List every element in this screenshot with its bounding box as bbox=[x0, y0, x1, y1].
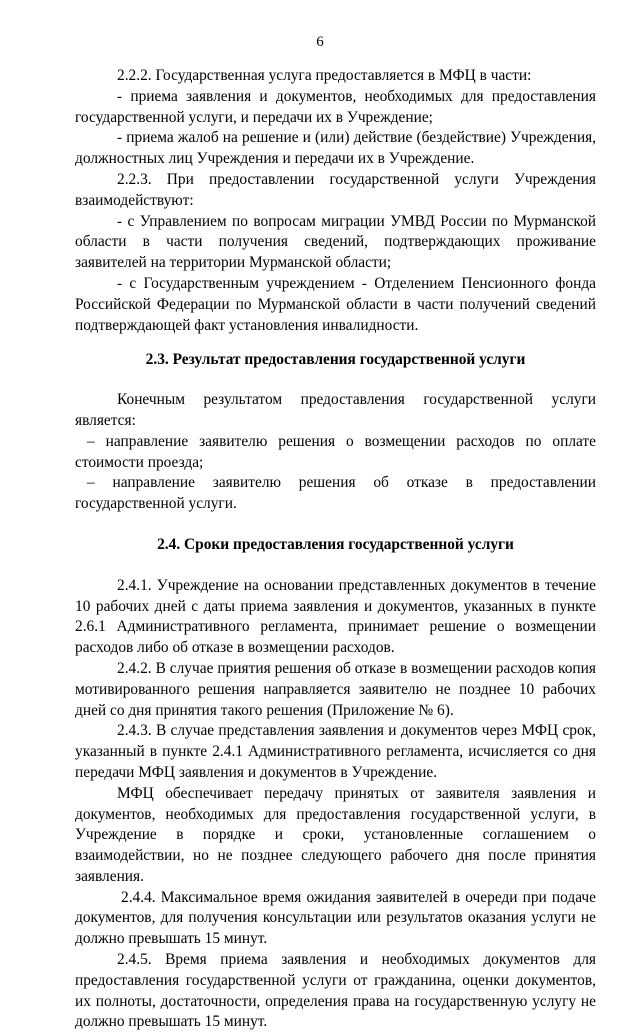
paragraph: 2.4.1. Учреждение на основании представленных документов в течение 10 рабочих дней с даты приема заявления и документов, указанных в пункте 2.6.1 Административного регламента, принимает решение о возмещении расходов либо об отказе в возмещении расходов. bbox=[75, 576, 596, 657]
paragraph: 2.4.4. Максимальное время ожидания заявителей в очереди при подаче документов, для получения консультации или результатов оказания услуги не должно превышать 15 минут. bbox=[75, 888, 596, 948]
paragraph: 2.4.5. Время приема заявления и необходимых документов для предоставления государственной услуги от гражданина, оценки документов, их полноты, достаточности, определения права на государственную услугу не должно превышать 15 минут. bbox=[75, 951, 596, 1031]
paragraph: - с Государственным учреждением - Отделением Пенсионного фонда Российской Федерации по Мурманской области в части получений сведений подтверждающей факт установления инвалидности. bbox=[75, 274, 596, 334]
paragraph: 2.4.2. В случае приятия решения об отказе в возмещении расходов копия мотивированного решения направляется заявителю не позднее 10 рабочих дней со дня принятия такого решения (Приложение № 6). bbox=[75, 659, 596, 719]
section-heading-2-4: 2.4. Сроки предоставления государственной услуги bbox=[157, 535, 514, 553]
section-heading-2-3: 2.3. Результат предоставления государственной услуги bbox=[145, 351, 526, 369]
paragraph: - приема заявления и документов, необходимых для предоставления государственной услуги, и передачи их в Учреждение; bbox=[75, 87, 596, 126]
page-body bbox=[75, 66, 596, 1033]
paragraph: 2.2.3. При предоставлении государственной услуги Учреждения взаимодействуют: bbox=[75, 170, 596, 209]
paragraph: Конечным результатом предоставления государственной услуги является: bbox=[75, 391, 596, 429]
list-item: – направление заявителю решения об отказе в предоставлении государственной услуги. bbox=[75, 474, 596, 513]
paragraph: - с Управлением по вопросам миграции УМВД России по Мурманской области в части получения сведений, подтверждающих проживание заявителей на территории Мурманской области; bbox=[75, 212, 596, 272]
page-number: 6 bbox=[316, 34, 324, 50]
paragraph: МФЦ обеспечивает передачу принятых от заявителя заявления и документов, необходимых для предоставления государственной услуги, в Учреждение в порядке и сроки, установленные соглашением о взаимодействии, но не позднее следующего рабочего дня после принятия заявления. bbox=[75, 784, 596, 885]
list-item: – направление заявителю решения о возмещении расходов по оплате стоимости проезда; bbox=[75, 432, 596, 471]
paragraph: - приема жалоб на решение и (или) действие (бездействие) Учреждения, должностных лиц Учреждения и передачи их в Учреждение. bbox=[75, 129, 596, 168]
paragraph: 2.2.2. Государственная услуга предоставляется в МФЦ в части: bbox=[117, 67, 532, 84]
paragraph: 2.4.3. В случае представления заявления и документов через МФЦ срок, указанный в пункте 2.4.1 Административного регламента, исчисляется со дня передачи МФЦ заявления и документов в Учреждение. bbox=[75, 722, 596, 781]
